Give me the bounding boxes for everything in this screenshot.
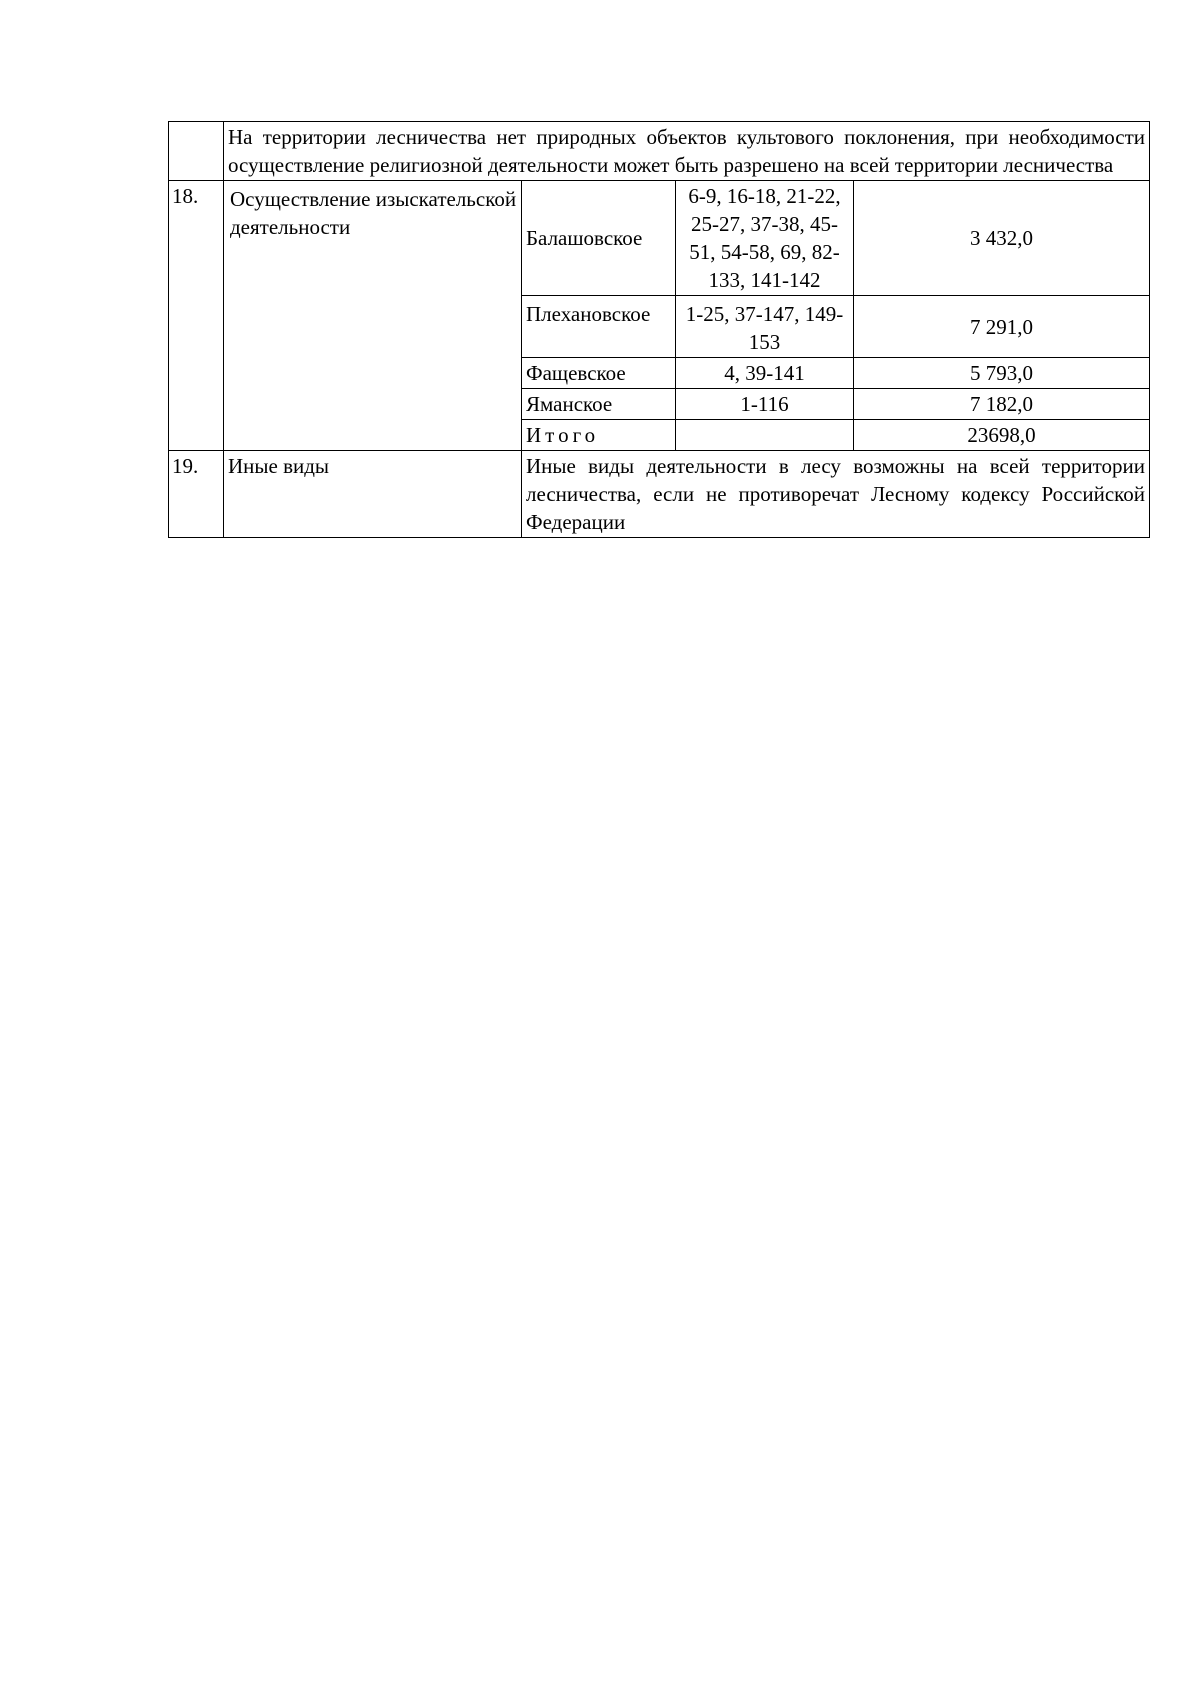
district-area-plekhanovskoe: 7 291,0 [854, 296, 1150, 358]
forest-activities-table [168, 121, 1150, 538]
district-name-fashchevskoe: Фащевское [522, 358, 676, 389]
row-19-activity: Иные виды [224, 451, 522, 538]
row-18-number: 18. [169, 181, 224, 451]
district-quarters-plekhanovskoe: 1-25, 37-147, 149-153 [676, 296, 854, 358]
table-row-19 [169, 451, 1150, 538]
row-19-text: Иные виды деятельности в лесу возможны на всей территории лесничества, если не противоречат Лесному кодексу Российской Федерации [522, 451, 1150, 538]
row-19-number: 19. [169, 451, 224, 538]
district-name-yamanskoe: Яманское [522, 389, 676, 420]
total-quarters [676, 420, 854, 451]
district-area-balashovskoe: 3 432,0 [854, 181, 1150, 296]
district-name-plekhanovskoe: Плехановское [522, 296, 676, 358]
district-quarters-yamanskoe: 1-116 [676, 389, 854, 420]
district-quarters-balashovskoe: 6-9, 16-18, 21-22, 25-27, 37-38, 45-51, 54-58, 69, 82-133, 141-142 [676, 181, 854, 296]
table-row-18-balashovskoe [169, 181, 1150, 296]
total-label: Итого [522, 420, 676, 451]
table-row-intro [169, 122, 1150, 181]
row-18-activity: Осуществление изыскательской деятельности [224, 181, 522, 451]
intro-number-cell [169, 122, 224, 181]
district-area-yamanskoe: 7 182,0 [854, 389, 1150, 420]
district-name-balashovskoe: Балашовское [522, 181, 676, 296]
district-area-fashchevskoe: 5 793,0 [854, 358, 1150, 389]
intro-text-cell: На территории лесничества нет природных объектов культового поклонения, при необходимости осуществление религиозной деятельности может быть разрешено на всей территории лесничества [224, 122, 1150, 181]
district-quarters-fashchevskoe: 4, 39-141 [676, 358, 854, 389]
total-area: 23698,0 [854, 420, 1150, 451]
